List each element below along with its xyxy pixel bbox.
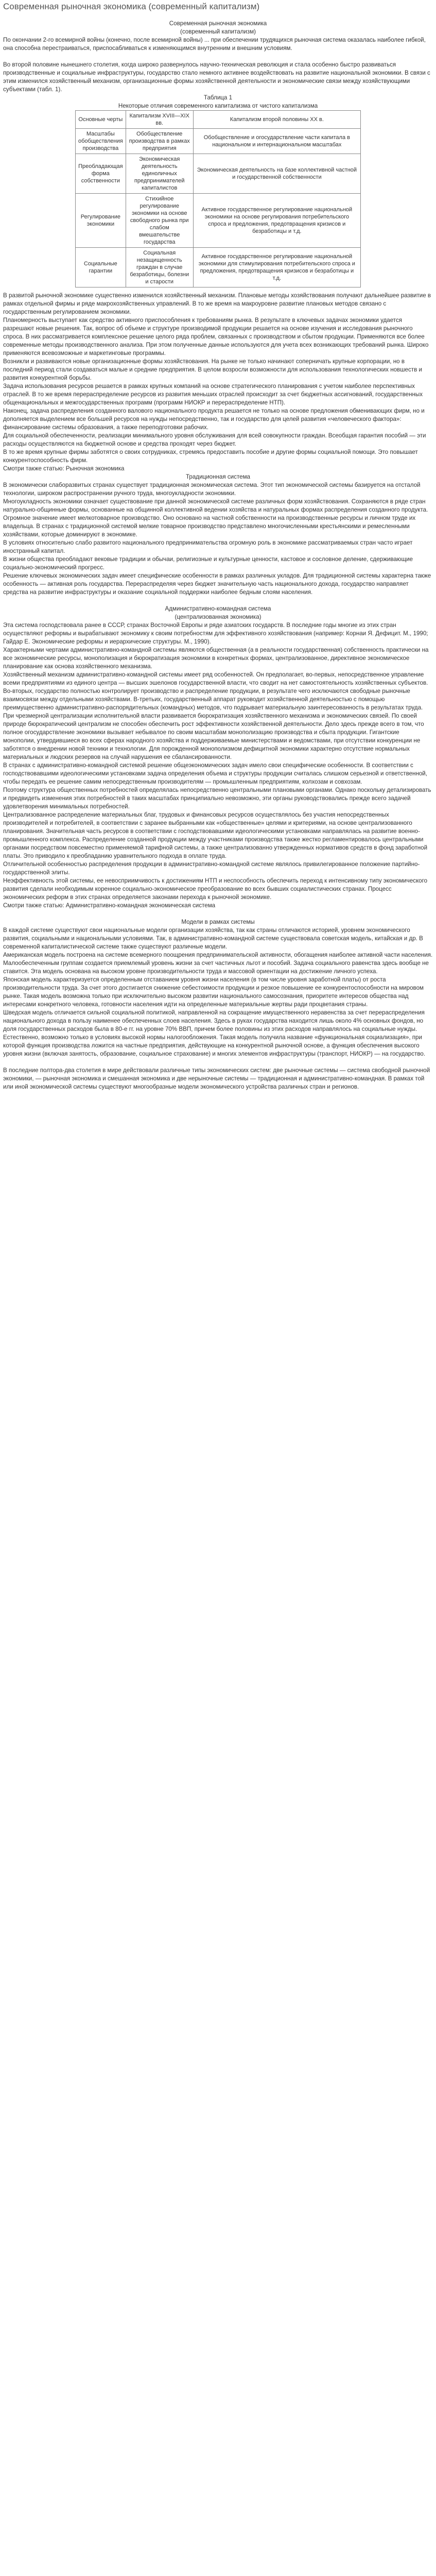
section-command bbox=[3, 605, 433, 910]
see-also-link[interactable]: Смотри также статью: Административно-командная экономическая система bbox=[3, 902, 216, 909]
paragraph: В то же время крупные фирмы заботятся о своих сотрудниках, стремясь предоставить пособие и другие формы социальной помощи. Это повышает конкурентоспособность фирм. bbox=[3, 449, 418, 464]
table-row bbox=[76, 154, 361, 194]
paragraph: В странах с административно-командной системой решение общеэкономических задач имело свои специфические особенности. В соответствии с господствовавшими идеологическими установками задача определения объема и структуры продукции считалась слишком серьезной и ответственной, чтобы передать ее решение самим непосредственным производителям — промышленным предприятиям, колхозам и совхозам. bbox=[3, 762, 428, 785]
table-cell: Социальная незащищенность граждан в случае безработицы, болезни и старости bbox=[126, 248, 193, 287]
table-cell: Активное государственное регулирование национальной экономики для стимулирования потребительского спроса и предложения, предотвращения кризисов и безработицы и т.д. bbox=[193, 248, 360, 287]
paragraph: Во второй половине нынешнего столетия, когда широко развернулось научно-техническая революция и стала особенно быстро развиваться производственные и социальные инфраструктуры, государство стало немного активнее воздействовать на развитие национальной экономики. В связи с этим изменился хозяйственный механизм, организационные формы хозяйственной деятельности и экономические связи между хозяйствующими субъектами (табл. 1). bbox=[3, 61, 430, 93]
table-cell: Экономическая деятельность на базе коллективной частной и государственной собственности bbox=[193, 154, 360, 194]
paragraph: В условиях относительно слабо развитого национального предпринимательства огромную роль в экономике рассматриваемых стран часто играет иностранный капитал. bbox=[3, 539, 413, 554]
paragraph: Хозяйственный механизм административно-командной системы имеет ряд особенностей. Он предполагает, во-первых, непосредственное управление всеми предприятиями из единого центра — высших эшелонов государственной власти, что сводит на нет самостоятельность хозяйственных субъектов. Во-вторых, государство полностью контролирует производство и распределение продукции, в результате чего исключаются свободные рыночные взаимосвязи между отдельными хозяйствами. В-третьих, государственный аппарат руководит хозяйственной деятельностью с помощью преимущественно административно-распорядительных (командных) методов, что подрывает материальную заинтересованность в результатах труда. bbox=[3, 671, 428, 711]
section-subheading: (современный капитализм) bbox=[180, 28, 256, 35]
table-block bbox=[3, 94, 433, 287]
paragraph: В жизни общества преобладают вековые традиции и обычаи, религиозные и культурные ценности, кастовое и сословное деление, сдерживающие социально-экономический прогресс. bbox=[3, 556, 413, 571]
paragraph: В экономически слаборазвитых странах существует традиционная экономическая система. Этот тип экономической системы базируется на отсталой технологии, широком распространении ручного труда, многоукладности экономики. bbox=[3, 482, 421, 497]
table-caption: Некоторые отличия современного капитализма от чистого капитализма bbox=[118, 103, 318, 109]
table-cell: Масштабы обобществления производства bbox=[76, 129, 126, 154]
paragraph: Централизованное распределение материальных благ, трудовых и финансовых ресурсов осуществлялось без участия непосредственных производителей и потребителей, в соответствии с заранее выбранными как «общественные» целями и критериями, на основе централизованного планирования. Значительная часть ресурсов в соответствии с господствовавшими идеологическими установками направлялась на развитие военно-промышленного комплекса. Распределение созданной продукции между участниками производства также жестко регламентировалось центральными органами посредством повсеместно применяемой тарифной системы, а также централизованно утвержденных нормативов средств в фонд заработной платы. Это приводило к преобладанию уравнительного подхода в оплате труда. bbox=[3, 811, 428, 859]
table-cell: Экономическая деятельность единоличных предпринимателей капиталистов bbox=[126, 154, 193, 194]
section-subheading: (централизованная экономика) bbox=[175, 614, 261, 620]
paragraph: По окончании 2-го всемирной войны (конечно, после всемирной войны) ... при обеспечении трудящихся рыночная система оказалась наиболее гибкой, она способна перестраиваться, приспосабливаться к изменяющимся внутренним и внешним условиям. bbox=[3, 37, 426, 52]
table-cell: Активное государственное регулирование национальной экономики на основе регулирования потребительского спроса и предложения, предотвращения кризисов и безработицы и т.д. bbox=[193, 194, 360, 248]
paragraph: В каждой системе существуют свои национальные модели организации хозяйства, так как страны отличаются историей, уровнем экономического развития, социальными и национальными условиями. Так, в административно-командной системе существовала советская модель, китайская и др. В современной капиталистической системе также существуют различные модели. bbox=[3, 927, 423, 950]
section-traditional bbox=[3, 473, 433, 597]
column-header: Капитализм XVIII—XIX вв. bbox=[126, 111, 193, 129]
paragraph: Эта система господствовала ранее в СССР, странах Восточной Европы и ряде азиатских государств. В последние годы многие из этих стран осуществляют реформы и вырабатывают экономику к своим потребностям для эффективного хозяйствования (например: Корнаи Я. Дефицит. М., 1990; Гайдар Е. Экономические реформы и иерархические структуры. М., 1990). bbox=[3, 622, 428, 645]
table-header-row bbox=[76, 111, 361, 129]
page-title: Современная рыночная экономика (современный капитализм) bbox=[3, 2, 260, 11]
section-heading: Традиционная система bbox=[185, 473, 250, 480]
table-title: Таблица 1 bbox=[203, 94, 233, 101]
paragraph: При чрезмерной централизации исполнительной власти развивается бюрократизация хозяйственного механизма и экономических связей. По своей природе бюрократический централизм не способен обеспечить рост эффективности хозяйственной деятельности. Дело здесь прежде всего в том, что полное огосударствление экономики вызывает небывалое по своим масштабам монополизацию производства и сбыта продукции. Гигантские монополии, утвердившиеся во всех сферах народного хозяйства и поддерживаемые министерствами и ведомствами, при отсутствии конкуренции не заботятся о внедрении новой техники и технологии. Для порожденной монополизмом дефицитной экономики характерно отсутствие нормальных материальных и людских резервов на случай нарушения ее сбалансированности. bbox=[3, 713, 424, 760]
table-cell: Преобладающая форма собственности bbox=[76, 154, 126, 194]
paragraph: Американская модель построена на системе всемерного поощрения предпринимательской активности, обогащения наиболее активной части населения. Малообеспеченным группам создается приемлемый уровень жизни за счет частичных льгот и пособий. Задача социального равенства здесь вообще не ставится. Эта модель основана на высоком уровне производительности труда и массовой ориентации на достижение личного успеха. bbox=[3, 952, 433, 975]
paragraph: Отличительной особенностью распределения продукции в административно-командной системе являлось привилегированное положение партийно-государственной элиты. bbox=[3, 861, 420, 876]
section-heading: Модели в рамках системы bbox=[181, 919, 255, 925]
section-models bbox=[3, 918, 433, 1091]
section-heading: Административно-командная система bbox=[165, 605, 271, 612]
paragraph: Наконец, задача распределения созданного валового национального продукта решается не только на основе предложения обменивающих фирм, но и дополняется выделением все большей ресурсов на нужды непосредственно, так и государство для целей развития «человеческого фактора»: финансирование системы образования, а также переподготовки рабочих. bbox=[3, 408, 425, 431]
paragraph: Поэтому структура общественных потребностей определялась непосредственно центральными плановыми органами. Однако поскольку детализировать и предвидеть изменения этих потребностей в таких масштабах принципиально невозможно, эти органы руководствовались прежде всего задачей удовлетворения минимальных потребностей. bbox=[3, 787, 431, 810]
paragraph: Многоукладность экономики означает существование при данной экономической системе различных форм хозяйствования. Сохраняются в ряде стран натурально-общинные формы, основанные на общинной коллективной ведении хозяйства и натуральных формах распределения созданного продукта. Огромное значение имеет мелкотоварное производство. Оно основано на частной собственности на производственные ресурсы и личном труде их владельца. В странах с традиционной системой мелкие товарное производство представлено многочисленными крестьянскими и ремесленными хозяйствами, которые доминируют в экономике. bbox=[3, 498, 428, 538]
table-row bbox=[76, 194, 361, 248]
table-row bbox=[76, 248, 361, 287]
paragraph: Задача использования ресурсов решается в рамках крупных компаний на основе стратегического планирования с учетом наиболее перспективных отраслей. В то же время перераспределение ресурсов из развития меньших отраслей происходит за счет бюджетных ассигнований, государственных общенациональных и межгосударственных программ (программ НИОКР и перераспределение НТП). bbox=[3, 383, 423, 406]
table-cell: Социальные гарантии bbox=[76, 248, 126, 287]
table-cell: Регулирование экономики bbox=[76, 194, 126, 248]
paragraph: Возникли и развиваются новые организационные формы хозяйствования. На рынке не только начинают соперничать крупные корпорации, но в последний период стали создаваться малые и средние предприятия. В целом возросли возможности для использования технологических новшеств и развития конкурентной борьбы. bbox=[3, 358, 422, 381]
paragraph: В последние полтора-два столетия в мире действовали различные типы экономических систем: две рыночные системы — система свободной рыночной экономики, — рыночная экономика и смешанная экономика и две нерыночные системы — традиционная и административно-командная. В рамках той или иной экономической системы существуют многообразные модели экономического устройства различных стран и регионов. bbox=[3, 1067, 430, 1090]
see-also-link[interactable]: Смотри также статью: Рыночная экономика bbox=[3, 465, 125, 472]
paragraph: Японская модель характеризуется определенным отставанием уровня жизни населения (в том числе уровня заработной платы) от роста производительности труда. За счет этого достигается снижение себестоимости продукции и резкое повышение ее конкурентоспособности на мировом рынке. Такая модель возможна только при исключительно высоком развитии национального самосознания, приоритете интересов общества над интересами конкретного человека, готовности населения идти на определенные материальные жертвы ради процветания страны. bbox=[3, 976, 424, 1008]
paragraph: Для социальной обеспеченности, реализации минимального уровня обслуживания для всей совокупности граждан. Всеобщая гарантия пособий — эти расходы осуществляются на бюджетной основе и средства проходят через бюджет. bbox=[3, 432, 426, 447]
paragraph: Планомерность выступает как средство активного приспособления к требованиям рынка. В результате в ключевых задачах экономики удается разрешают новые решения. Так, вопрос об объеме и структуре производимой продукции решается на основе изучения и исследования рыночного спроса. В них рассматривается комплексное решение целого ряда проблем, связанных с производством и сбытом продукции. Применяются все более современные методы производственного анализа. При этом полученные данные используются для учета всех возникающих требований рынка. Широко применяются всевозможные и маркетинговые программы. bbox=[3, 317, 429, 357]
paragraph: Неэффективность этой системы, ее невосприимчивость к достижениям НТП и неспособность обеспечить переход к интенсивному типу экономического развития сделали необходимым коренное социально-экономическое преобразование во всех бывших социалистических странах. Процесс экономических реформ в этих странах определяется законами перехода к рыночной экономике. bbox=[3, 877, 428, 901]
column-header: Основные черты bbox=[76, 111, 126, 129]
section-market-mechanism bbox=[3, 292, 433, 473]
comparison-table bbox=[75, 110, 361, 287]
table-cell: Обобществление производства в рамках предприятия bbox=[126, 129, 193, 154]
section-heading: Современная рыночная экономика bbox=[169, 20, 267, 27]
table-cell: Стихийное регулирование экономики на основе свободного рынка при слабом вмешательстве государства bbox=[126, 194, 193, 248]
paragraph: Решение ключевых экономических задач имеет специфические особенности в рамках различных укладов. Для традиционной системы характерна также особенность — активная роль государства. Перераспределяя через бюджет значительную часть национального дохода, государство направляет средства на развитие инфраструктуры и оказание социальной поддержки наиболее бедным слоям населения. bbox=[3, 572, 431, 596]
section-modern-market bbox=[3, 20, 433, 94]
table-cell: Обобществление и огосударствление части капитала в национальном и интернациональном масштабах bbox=[193, 129, 360, 154]
paragraph: В развитой рыночной экономике существенно изменился хозяйственный механизм. Плановые методы хозяйствования получают дальнейшее развитие в рамках отдельной фирмы и ряде макрохозяйственных управлений. В то же время на макроуровне развитие плановых методов связано с государственным регулированием экономики. bbox=[3, 292, 431, 315]
column-header: Капитализм второй половины XX в. bbox=[193, 111, 360, 129]
paragraph: Характерными чертами административно-командной системы являются общественная (а в реальности государственная) собственность практически на все экономические ресурсы, монополизация и бюрократизация экономики в конкретных формах, централизованное, директивное экономическое планирование как основа хозяйственного механизма. bbox=[3, 647, 429, 670]
table-row bbox=[76, 129, 361, 154]
paragraph: Шведская модель отличается сильной социальной политикой, направленной на сокращение имущественного неравенства за счет перераспределения национального дохода в пользу наименее обеспеченных слоев населения. Здесь в руках государства находится лишь около 4% основных фондов, но доля государственных расходов была в 80-е гг. на уровне 70% ВВП, причем более половины из этих расходов направлялось на социальные нужды. Естественно, возможно только в условиях высокой нормы налогообложения. Такая модель получила название «функциональная социализация», при которой функция производства ложится на частные предприятия, действующие на конкурентной рыночной основе, а функция обеспечения высокого уровня жизни (включая занятость, образование, социальное страхование) и многих элементов инфраструктуры (транспорт, НИОКР) — на государство. bbox=[3, 1009, 426, 1057]
